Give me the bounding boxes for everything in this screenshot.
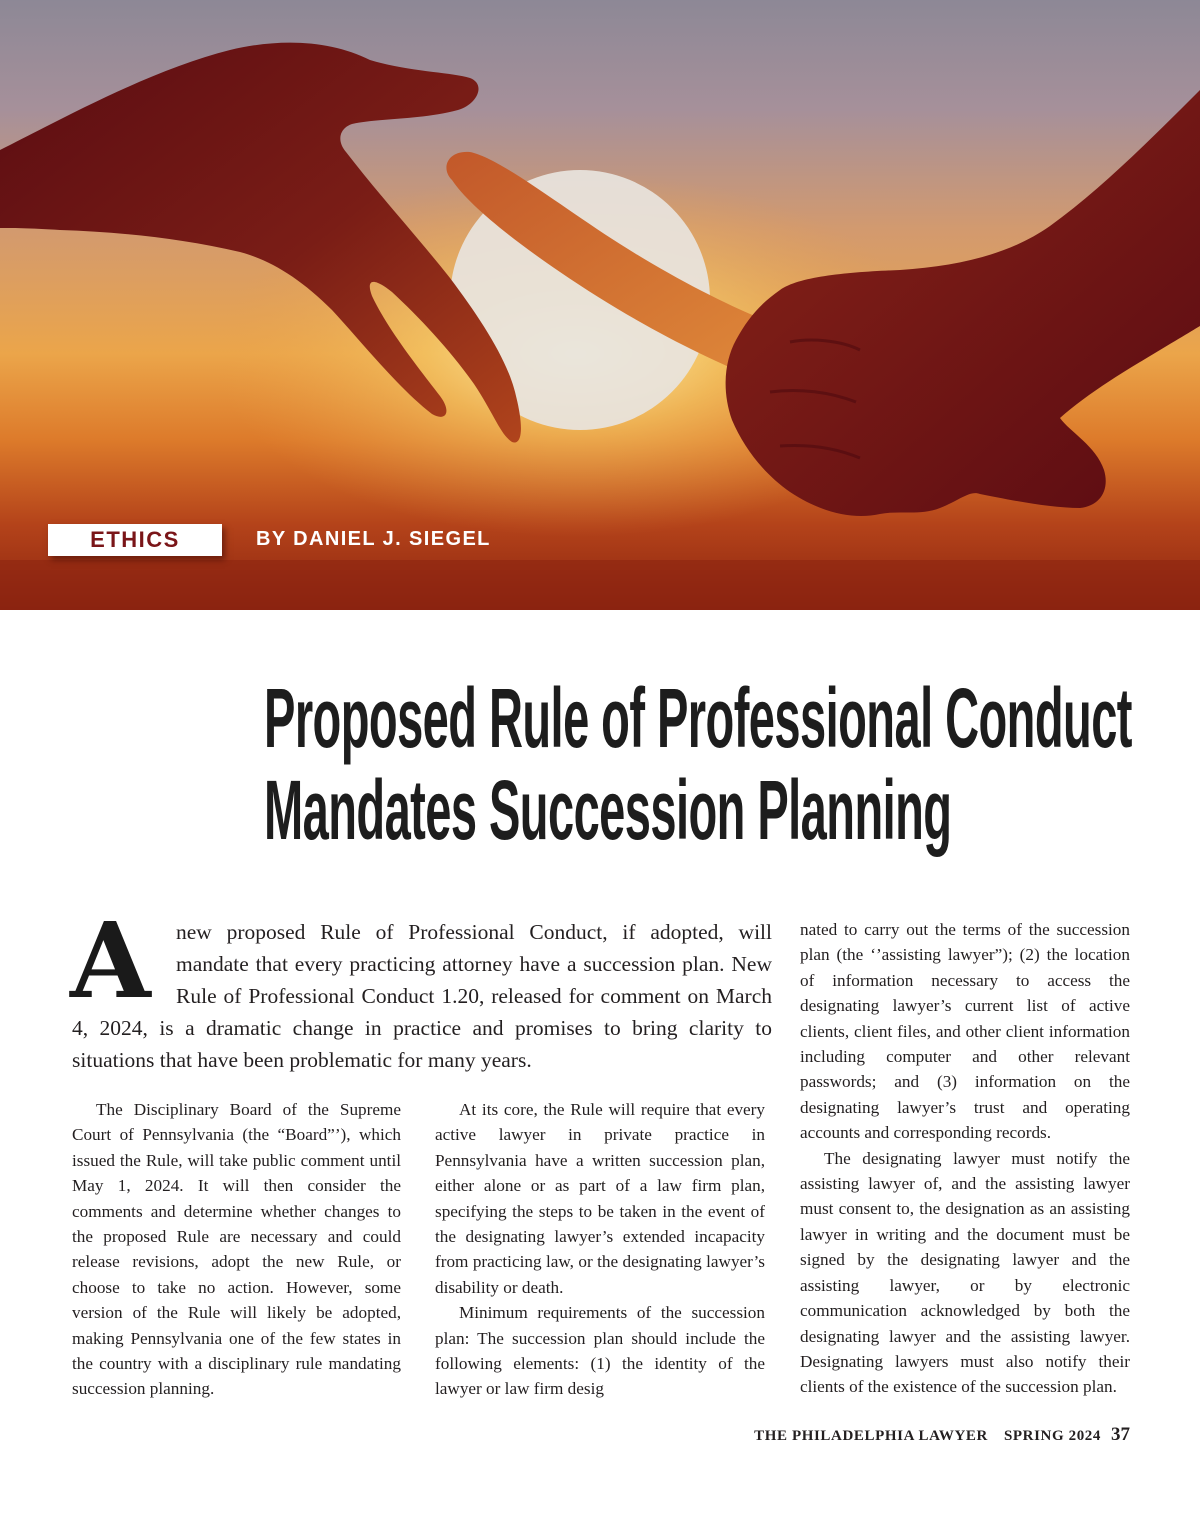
relay-baton-illustration	[0, 0, 1200, 610]
body-paragraph: The designating lawyer must notify the assisting lawyer of, and the assisting lawyer must consent to, the designation as an assisting lawyer in writing and the document must be signed by the designating lawyer and the assisting lawyer, or by electronic communication acknowledged by both the designating lawyer and the assisting lawyer. Designating lawyers must also notify their clients of the existence of the succession plan.	[800, 1148, 1130, 1397]
article-headline	[0, 672, 1200, 856]
page-number: 37	[1111, 1424, 1130, 1445]
page-footer	[754, 1424, 1130, 1446]
lead-text: new proposed Rule of Professional Conduct, if adopted, will mandate that every practicing attorney have a succession plan. New Rule of Professional Conduct 1.20, released for comment on March 4, 2024, is a dramatic change in practice and promises to bring clarity to situations that have been problematic for many years.	[72, 920, 772, 1072]
magazine-name: THE PHILADELPHIA LAWYER	[754, 1428, 988, 1444]
author-byline: BY DANIEL J. SIEGEL	[256, 528, 491, 550]
body-column-1	[72, 1097, 401, 1402]
body-column-3	[800, 917, 1130, 1400]
lead-paragraph	[70, 899, 772, 1076]
section-tag	[48, 524, 222, 556]
hero-illustration	[0, 0, 1200, 610]
section-tag-label: ETHICS	[90, 527, 180, 552]
issue-date: SPRING 2024	[1003, 1428, 1101, 1444]
body-paragraph: Minimum requirements of the succession plan: The succession plan should include the following elements: (1) the identity of the lawyer or law firm desig	[435, 1303, 765, 1399]
headline-line-1: Proposed Rule of Professional Conduct	[264, 671, 1132, 765]
headline-line-2: Mandates Succession Planning	[264, 763, 952, 857]
body-column-2	[435, 1097, 765, 1402]
body-paragraph-continued: nated to carry out the terms of the succession plan (the ‘’assisting lawyer”); (2) the location of information necessary to access the designating lawyer’s current list of active clients, client files, and other client information including computer and other relevant passwords; and (3) information on the designating lawyer’s trust and operating accounts and corresponding records.	[800, 920, 1130, 1143]
drop-cap: A	[70, 899, 151, 1022]
body-paragraph: The Disciplinary Board of the Supreme Court of Pennsylvania (the “Board”’), which issued the Rule, will take public comment until May 1, 2024. It will then consider the comments and determine whether changes to the proposed Rule are necessary and could release revisions, adopt the new Rule, or choose to take no action. However, some version of the Rule will likely be adopted, making Pennsylvania one of the few states in the country with a disciplinary rule mandating succession planning.	[72, 1100, 401, 1399]
body-paragraph: At its core, the Rule will require that every active lawyer in private practice in Pennsylvania have a written succession plan, either alone or as part of a law firm plan, specifying the steps to be taken in the event of the designating lawyer’s extended incapacity from practicing law, or the designating lawyer’s disability or death.	[435, 1100, 765, 1297]
